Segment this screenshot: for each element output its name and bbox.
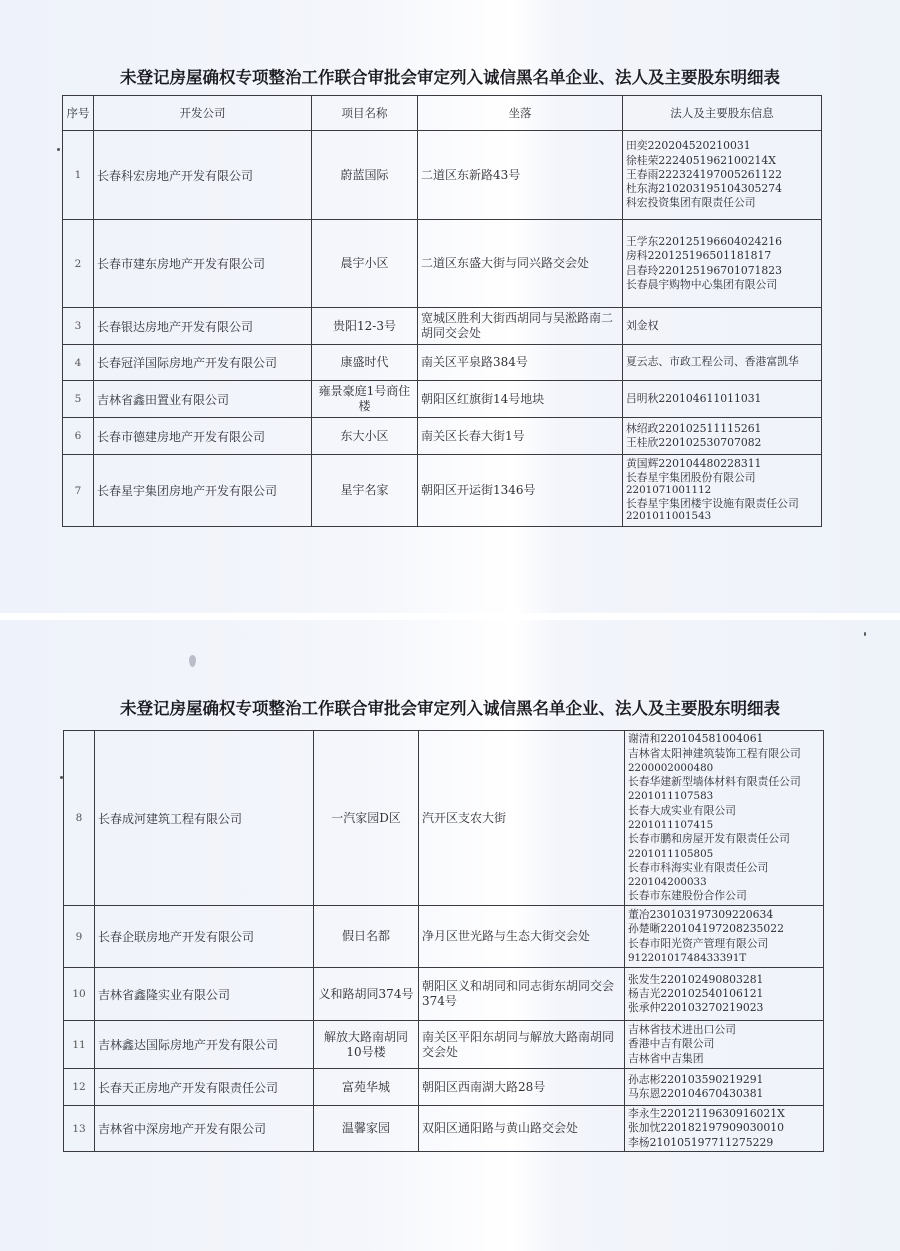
- row-holders: [625, 906, 824, 968]
- column-header-location: 坐落: [418, 96, 623, 131]
- row-location: 南关区长春大街1号: [418, 418, 623, 455]
- row-holders: [623, 345, 822, 381]
- holder-entry: 刘金权: [626, 318, 659, 332]
- row-index: 3: [63, 308, 94, 345]
- holder-entry: 吉林省太阳神建筑装饰工程有限公司: [628, 746, 801, 760]
- holder-entry: 长春市鹏和房屋开发有限责任公司: [628, 832, 790, 846]
- row-holders: [623, 455, 822, 527]
- holder-entry: 李杨210105197711275229: [628, 1135, 774, 1149]
- holder-entry: 长春市科海实业有限责任公司: [628, 860, 769, 874]
- holder-entry: 李永生22012119630916021X: [628, 1107, 785, 1121]
- row-company: 长春市德建房地产开发有限公司: [94, 418, 312, 455]
- holder-entry: 长春市阳光资产管理有限公司: [628, 936, 769, 950]
- scan-speck: [864, 632, 866, 636]
- column-header-project: 项目名称: [312, 96, 418, 131]
- row-project: 晨宇小区: [312, 220, 418, 308]
- holder-entry: 黄国辉220104480228311: [626, 457, 762, 471]
- page-title: 未登记房屋确权专项整治工作联合审批会审定列入诚信黑名单企业、法人及主要股东明细表: [120, 68, 780, 87]
- holder-entry: 孙楚晰220104197208235022: [628, 922, 785, 936]
- holder-entry: 91220101748433391T: [628, 951, 747, 964]
- holder-entry: 2200002000480: [628, 761, 714, 774]
- table-row: [64, 968, 824, 1021]
- row-project: 解放大路南胡同10号楼: [314, 1021, 419, 1069]
- holder-entry: 香港中吉有限公司: [628, 1037, 715, 1051]
- row-holders: [623, 131, 822, 220]
- row-company: 长春冠洋国际房地产开发有限公司: [94, 345, 312, 381]
- row-project: 蔚蓝国际: [312, 131, 418, 220]
- blacklist-table: [62, 95, 822, 527]
- blacklist-table: [63, 730, 824, 1152]
- table-row: [63, 418, 822, 455]
- holder-entry: 杜东海210203195104305274: [626, 182, 783, 196]
- holder-entry: 谢清和220104581004061: [628, 732, 764, 746]
- row-project: 贵阳12-3号: [312, 308, 418, 345]
- holder-entry: 田奕220204520210031: [626, 139, 751, 153]
- row-index: 4: [63, 345, 94, 381]
- row-company: 吉林鑫达国际房地产开发有限公司: [95, 1021, 314, 1069]
- row-location: 宽城区胜利大街西胡同与吴淞路南二胡同交会处: [418, 308, 623, 345]
- holder-entry: 长春华建新型墙体材料有限责任公司: [628, 775, 801, 789]
- holder-entry: 王春雨222324197005261122: [626, 167, 783, 181]
- holder-entry: 2201011107415: [628, 819, 714, 831]
- holder-entry: 220104200033: [628, 876, 707, 889]
- row-location: 二道区东新路43号: [418, 131, 623, 220]
- holder-entry: 长春晨宇购物中心集团有限公司: [626, 277, 778, 291]
- holder-entry: 科宏投资集团有限责任公司: [626, 196, 756, 210]
- row-company: 吉林省中深房地产开发有限公司: [95, 1106, 314, 1152]
- column-header-holders: 法人及主要股东信息: [623, 96, 822, 131]
- holder-entry: 董冶230103197309220634: [628, 907, 774, 921]
- table-row: [64, 1069, 824, 1106]
- row-holders: [625, 968, 824, 1021]
- row-index: 11: [64, 1021, 95, 1069]
- table-row: [64, 906, 824, 968]
- holder-entry: 马东恩220104670430381: [628, 1087, 764, 1100]
- row-location: 双阳区通阳路与黄山路交会处: [419, 1106, 625, 1152]
- holder-entry: 吉林省中吉集团: [628, 1051, 704, 1065]
- scanned-page-1: [0, 0, 900, 613]
- table-row: [63, 345, 822, 381]
- row-location: 二道区东盛大街与同兴路交会处: [418, 220, 623, 308]
- holder-entry: 张加忱220182197909030010: [628, 1121, 785, 1135]
- row-company: 长春天正房地产开发有限责任公司: [95, 1069, 314, 1106]
- column-header-company: 开发公司: [94, 96, 312, 131]
- row-company: 长春科宏房地产开发有限公司: [94, 131, 312, 220]
- row-project: 富苑华城: [314, 1069, 419, 1106]
- holder-entry: 吉林省技术进出口公司: [628, 1023, 736, 1037]
- row-project: 义和路胡同374号: [314, 968, 419, 1021]
- page-separator: [0, 613, 900, 620]
- holder-entry: 张发生220102490803281: [628, 972, 764, 986]
- holder-entry: 长春市东建股份合作公司: [628, 889, 747, 903]
- row-company: 长春星宇集团房地产开发有限公司: [94, 455, 312, 527]
- table-header-row: [63, 96, 822, 131]
- holder-entry: 徐桂荣2224051962100214X: [626, 153, 776, 167]
- holder-entry: 2201011001543: [626, 510, 712, 523]
- row-company: 吉林省鑫田置业有限公司: [94, 381, 312, 418]
- row-location: 南关区平阳东胡同与解放大路南胡同交会处: [419, 1021, 625, 1069]
- holder-entry: 王桂欣220102530707082: [626, 436, 762, 449]
- row-index: 2: [63, 220, 94, 308]
- row-index: 8: [64, 731, 95, 906]
- row-company: 长春成河建筑工程有限公司: [95, 731, 314, 906]
- holder-entry: 2201011107583: [628, 790, 714, 803]
- row-index: 1: [63, 131, 94, 220]
- row-location: 汽开区支农大街: [419, 731, 625, 906]
- table-row: [64, 1106, 824, 1152]
- holder-entry: 长春星宇集团楼宇设施有限责任公司: [626, 497, 799, 511]
- table-row: [64, 1021, 824, 1069]
- row-project: 雍景豪庭1号商住楼: [312, 381, 418, 418]
- row-company: 长春企联房地产开发有限公司: [95, 906, 314, 968]
- row-holders: [623, 220, 822, 308]
- holder-entry: 2201011105805: [628, 847, 714, 860]
- scan-blemish: [189, 655, 196, 667]
- row-company: 吉林省鑫隆实业有限公司: [95, 968, 314, 1021]
- holder-entry: 长春大成实业有限公司: [628, 803, 736, 817]
- table-row: [63, 381, 822, 418]
- row-holders: [623, 308, 822, 345]
- holder-entry: 吕明秋220104611011031: [626, 391, 762, 405]
- row-holders: [623, 381, 822, 418]
- holder-entry: 王学东220125196604024216: [626, 234, 783, 248]
- row-project: 康盛时代: [312, 345, 418, 381]
- row-location: 朝阳区开运街1346号: [418, 455, 623, 527]
- holder-entry: 长春星宇集团股份有限公司: [626, 470, 756, 484]
- row-project: 东大小区: [312, 418, 418, 455]
- table-row: [63, 220, 822, 308]
- row-holders: [625, 1106, 824, 1152]
- holder-entry: 夏云志、市政工程公司、香港富凯华: [626, 355, 799, 369]
- row-location: 朝阳区西南湖大路28号: [419, 1069, 625, 1106]
- table-row: [64, 731, 824, 906]
- table-row: [63, 131, 822, 220]
- row-index: 5: [63, 381, 94, 418]
- row-project: 温馨家园: [314, 1106, 419, 1152]
- row-company: 长春市建东房地产开发有限公司: [94, 220, 312, 308]
- row-project: 一汽家园D区: [314, 731, 419, 906]
- row-project: 假日名都: [314, 906, 419, 968]
- row-holders: [625, 731, 824, 906]
- row-location: 南关区平泉路384号: [418, 345, 623, 381]
- row-location: 朝阳区红旗街14号地块: [418, 381, 623, 418]
- row-index: 9: [64, 906, 95, 968]
- holder-entry: 林绍政220102511115261: [626, 421, 762, 435]
- scan-speck: [57, 148, 60, 151]
- table-row: [63, 308, 822, 345]
- row-location: 净月区世光路与生态大街交会处: [419, 906, 625, 968]
- row-project: 星宇名家: [312, 455, 418, 527]
- holder-entry: 张承仲220103270219023: [628, 1001, 764, 1015]
- holder-entry: 孙志彬220103590219291: [628, 1072, 764, 1086]
- page-title: 未登记房屋确权专项整治工作联合审批会审定列入诚信黑名单企业、法人及主要股东明细表: [120, 699, 780, 718]
- row-company: 长春银达房地产开发有限公司: [94, 308, 312, 345]
- holder-entry: 杨吉光220102540106121: [628, 986, 764, 1000]
- scan-speck: [60, 776, 63, 779]
- row-index: 7: [63, 455, 94, 527]
- row-index: 12: [64, 1069, 95, 1106]
- holder-entry: 2201071001112: [626, 483, 712, 496]
- row-holders: [625, 1021, 824, 1069]
- row-index: 10: [64, 968, 95, 1021]
- row-location: 朝阳区义和胡同和同志街东胡同交会374号: [419, 968, 625, 1021]
- holder-entry: 房科220125196501181817: [626, 249, 772, 263]
- row-index: 6: [63, 418, 94, 455]
- row-holders: [625, 1069, 824, 1106]
- row-index: 13: [64, 1106, 95, 1152]
- table-row: [63, 455, 822, 527]
- scanned-page-2: [0, 620, 900, 1251]
- holder-entry: 吕春玲220125196701071823: [626, 263, 783, 277]
- row-holders: [623, 418, 822, 455]
- column-header-index: 序号: [63, 96, 94, 131]
